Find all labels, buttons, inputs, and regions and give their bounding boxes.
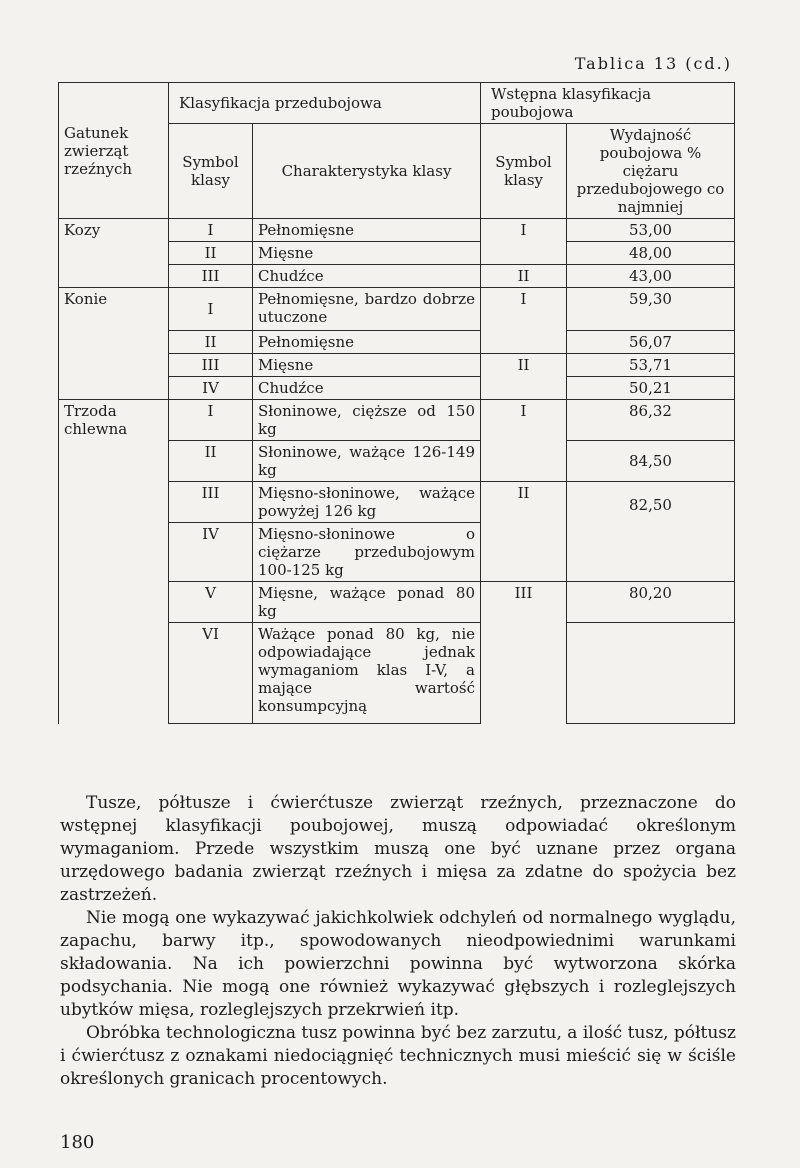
yield-value: 48,00 (567, 242, 735, 265)
class-description: Pełnomięsne, bardzo dobrze utuczone (253, 288, 481, 331)
class-description: Pełnomięsne (253, 331, 481, 354)
post-class-symbol: I (481, 219, 567, 265)
paragraph: Tusze, półtusze i ćwierćtusze zwierząt rzeźnych, przeznaczone do wstępnej klasyfikacji poubojowej, muszą odpowiadać określonym wymaganiom. Przede wszystkim muszą one być uznane przez organa urzędowego badania zwierząt rzeźnych i mięsa za zdatne do spożycia bez zastrzeżeń. (60, 793, 736, 905)
class-description: Mięsno-słoninowe o ciężarze przedubojowym 100-125 kg (253, 523, 481, 582)
class-symbol: I (169, 400, 253, 441)
class-symbol: II (169, 331, 253, 354)
class-symbol: V (169, 582, 253, 623)
class-symbol: III (169, 265, 253, 288)
yield-value: 80,20 (567, 582, 735, 623)
animal-konie: Konie (59, 288, 169, 400)
yield-value: 84,50 (567, 441, 735, 482)
class-description: Mięsne, ważące ponad 80 kg (253, 582, 481, 623)
class-symbol: III (169, 354, 253, 377)
yield-value: 53,00 (567, 219, 735, 242)
yield-value-empty (567, 623, 735, 724)
class-description: Ważące ponad 80 kg, nie odpowiadające jednak wymaganiom klas I-V, a mające wartość konsumpcyjną (253, 623, 481, 724)
yield-value: 50,21 (567, 377, 735, 400)
header-symbol-pre: Symbol klasy (169, 124, 253, 219)
table-title: Tablica 13 (cd.) (574, 54, 732, 73)
class-symbol: II (169, 242, 253, 265)
body-text (60, 792, 736, 1091)
post-class-symbol: II (481, 265, 567, 288)
yield-value: 56,07 (567, 331, 735, 354)
header-wstepna-klasyfikacja: Wstępna klasyfikacja poubojowa (481, 83, 735, 124)
header-gatunek: Gatunek zwierząt rzeźnych (59, 83, 169, 219)
class-symbol: VI (169, 623, 253, 724)
animal-kozy: Kozy (59, 219, 169, 288)
animal-trzoda-chlewna: Trzoda chlewna (59, 400, 169, 724)
class-description: Chudźce (253, 265, 481, 288)
header-charakterystyka: Charakterystyka klasy (253, 124, 481, 219)
page-number: 180 (60, 1132, 95, 1153)
class-description: Słoninowe, cięższe od 150 kg (253, 400, 481, 441)
class-description: Słoninowe, ważące 126-149 kg (253, 441, 481, 482)
class-symbol: I (169, 219, 253, 242)
class-description: Pełnomięsne (253, 219, 481, 242)
class-description: Mięsno-słoninowe, ważące powyżej 126 kg (253, 482, 481, 523)
class-description: Mięsne (253, 242, 481, 265)
post-class-symbol: I (481, 288, 567, 354)
post-class-symbol: III (481, 582, 567, 724)
yield-value: 59,30 (567, 288, 735, 331)
yield-value: 53,71 (567, 354, 735, 377)
class-description: Chudźce (253, 377, 481, 400)
header-wydajnosc: Wydajność poubojowa % ciężaru przedubojowego co najmniej (567, 124, 735, 219)
classification-table (58, 82, 735, 724)
class-symbol: IV (169, 523, 253, 582)
post-class-symbol: II (481, 354, 567, 400)
class-description: Mięsne (253, 354, 481, 377)
paragraph: Obróbka technologiczna tusz powinna być bez zarzutu, a ilość tusz, półtusz i ćwierćtusz z oznakami niedociągnięć technicznych musi mieścić się w ściśle określonych granicach procentowych. (60, 1023, 736, 1089)
header-klasyfikacja-przedubojowa: Klasyfikacja przedubojowa (169, 83, 481, 124)
post-class-symbol: II (481, 482, 567, 582)
yield-value: 43,00 (567, 265, 735, 288)
yield-value: 82,50 (567, 482, 735, 582)
header-symbol-post: Symbol klasy (481, 124, 567, 219)
class-symbol: II (169, 441, 253, 482)
paragraph: Nie mogą one wykazywać jakichkolwiek odchyleń od normalnego wyglądu, zapachu, barwy itp., spowodowanych nieodpowiednimi warunkami składowania. Na ich powierzchni powinna być wytworzona skórka podsychania. Nie mogą one również wykazywać głębszych i rozleglejszych ubytków mięsa, rozleglejszych przekrwień itp. (60, 908, 736, 1020)
yield-value: 86,32 (567, 400, 735, 441)
class-symbol: III (169, 482, 253, 523)
post-class-symbol: I (481, 400, 567, 482)
class-symbol: IV (169, 377, 253, 400)
class-symbol: I (169, 288, 253, 331)
